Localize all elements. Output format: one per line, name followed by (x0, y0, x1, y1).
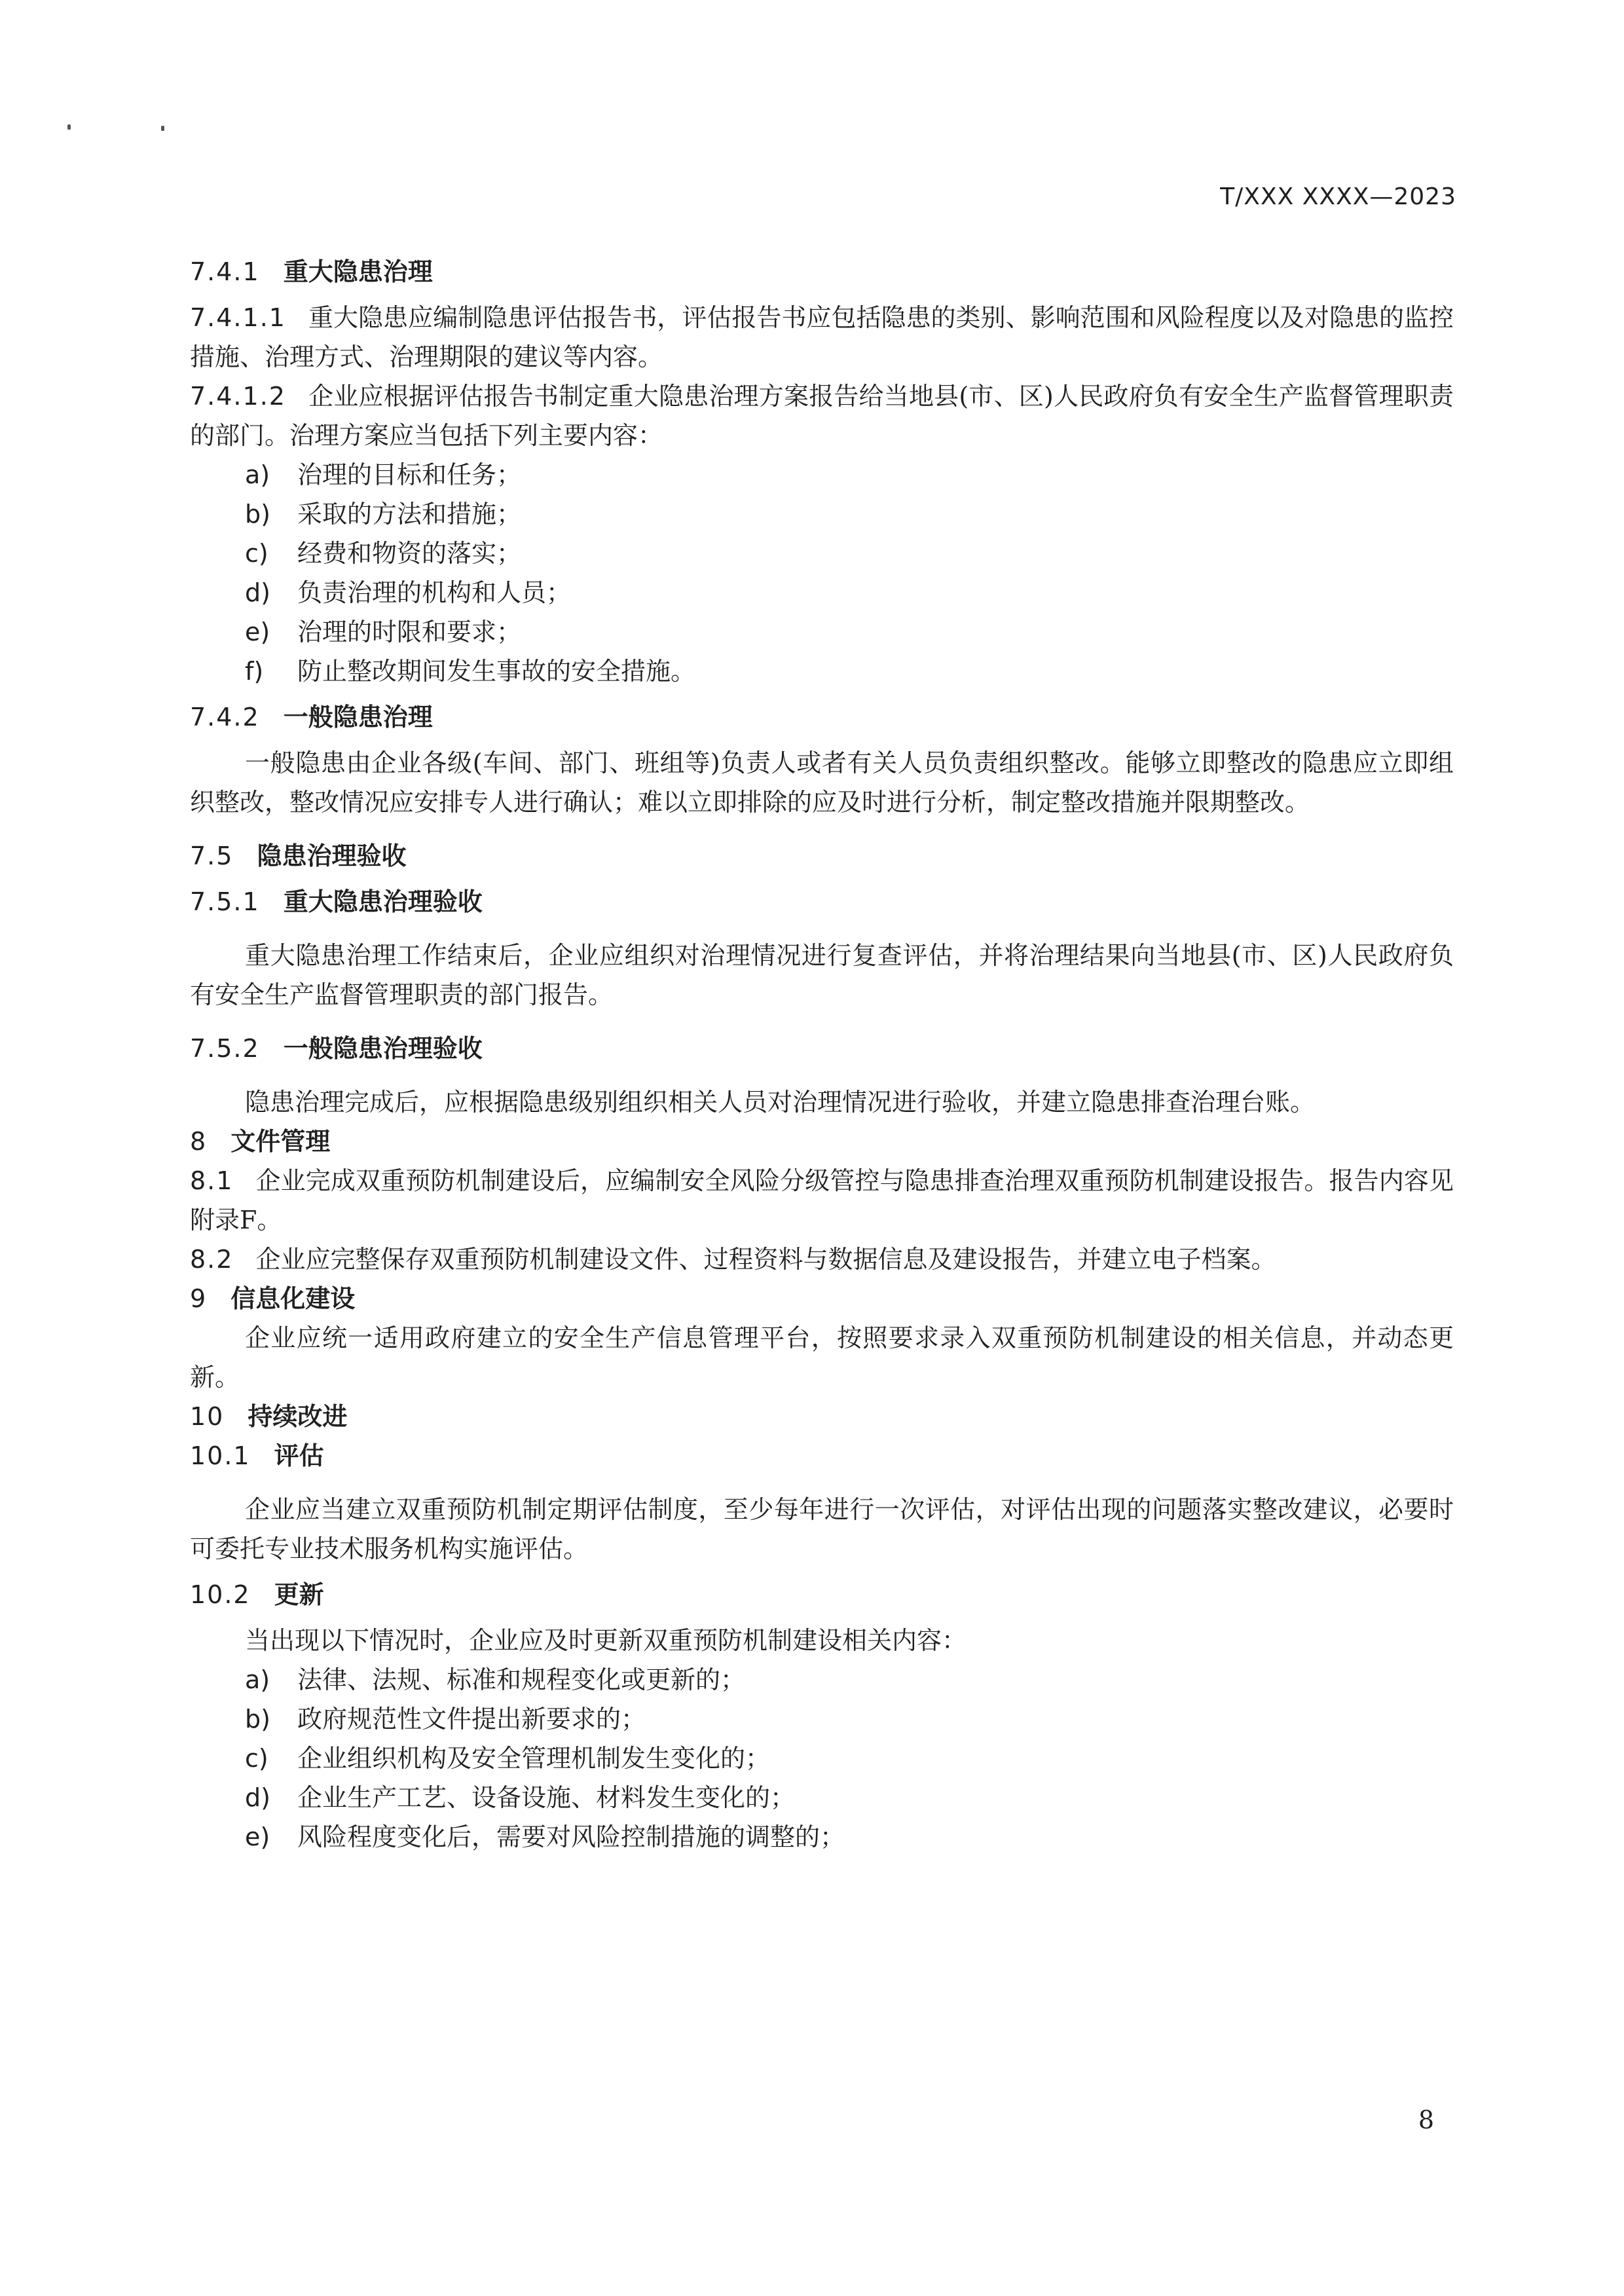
scan-speck (161, 126, 164, 131)
list-item: d) 企业生产工艺、设备设施、材料发生变化的； (245, 1783, 796, 1812)
heading-7-4-1: 7.4.1 重大隐患治理 (190, 257, 433, 286)
paragraph-10-2: 当出现以下情况时，企业应及时更新双重预防机制建设相关内容： (245, 1626, 967, 1655)
list-item: a) 治理的目标和任务； (245, 460, 522, 489)
heading-10-1: 10.1 评估 (190, 1441, 324, 1470)
heading-10-2: 10.2 更新 (190, 1580, 324, 1609)
list-item: d) 负责治理的机构和人员； (245, 578, 572, 607)
heading-7-5-2: 7.5.2 一般隐患治理验收 (190, 1034, 483, 1063)
heading-10: 10 持续改进 (190, 1402, 348, 1431)
paragraph-7-5-1: 重大隐患治理工作结束后，企业应组织对治理情况进行复查评估，并将治理结果向当地县(市、区)人民政府负有安全生产监督管理职责的部门报告。 (190, 941, 1454, 1009)
paragraph-7-5-2: 隐患治理完成后，应根据隐患级别组织相关人员对治理情况进行验收，并建立隐患排查治理台账。 (245, 1088, 1316, 1117)
list-item: e) 治理的时限和要求； (245, 618, 522, 646)
list-item: b) 政府规范性文件提出新要求的； (245, 1705, 646, 1733)
list-item: b) 采取的方法和措施； (245, 500, 522, 528)
paragraph-7-4-2: 一般隐患由企业各级(车间、部门、班组等)负责人或者有关人员负责组织整改。能够立即整改的隐患应立即组织整改，整改情况应安排专人进行确认；难以立即排除的应及时进行分析，制定整改措施并限期整改。 (190, 749, 1454, 817)
list-item: e) 风险程度变化后，需要对风险控制措施的调整的； (245, 1823, 845, 1851)
clause-7-4-1-2: 7.4.1.2 企业应根据评估报告书制定重大隐患治理方案报告给当地县(市、区)人民政府负有安全生产监督管理职责的部门。治理方案应当包括下列主要内容： (190, 382, 1454, 450)
paragraph-9: 企业应统一适用政府建立的安全生产信息管理平台，按照要求录入双重预防机制建设的相关信息，并动态更新。 (190, 1324, 1454, 1392)
list-update-conditions (190, 1660, 1454, 1857)
list-item: a) 法律、法规、标准和规程变化或更新的； (245, 1665, 746, 1694)
paragraph-10-1: 企业应当建立双重预防机制定期评估制度，至少每年进行一次评估，对评估出现的问题落实整改建议，必要时可委托专业技术服务机构实施评估。 (190, 1495, 1454, 1563)
heading-8: 8 文件管理 (190, 1127, 331, 1156)
heading-7-4-2: 7.4.2 一般隐患治理 (190, 703, 433, 731)
heading-9: 9 信息化建设 (190, 1284, 356, 1313)
heading-7-5-1: 7.5.1 重大隐患治理验收 (190, 887, 483, 916)
clause-8-1: 8.1 企业完成双重预防机制建设后，应编制安全风险分级管控与隐患排查治理双重预防机制建设报告。报告内容见附录F。 (190, 1166, 1454, 1234)
page-number: 8 (1418, 2105, 1434, 2134)
document-body (190, 252, 1454, 1857)
scan-speck (67, 124, 71, 130)
list-item: f) 防止整改期间发生事故的安全措施。 (245, 657, 696, 686)
clause-7-4-1-1: 7.4.1.1 重大隐患应编制隐患评估报告书，评估报告书应包括隐患的类别、影响范围和风险程度以及对隐患的监控措施、治理方式、治理期限的建议等内容。 (190, 303, 1454, 371)
list-item: c) 经费和物资的落实； (245, 539, 522, 568)
list-governance-contents (190, 455, 1454, 691)
document-code: T/XXX XXXX—2023 (1220, 183, 1456, 210)
list-item: c) 企业组织机构及安全管理机制发生变化的； (245, 1744, 771, 1773)
clause-8-2: 8.2 企业应完整保存双重预防机制建设文件、过程资料与数据信息及建设报告，并建立电子档案。 (190, 1245, 1276, 1274)
heading-7-5: 7.5 隐患治理验收 (190, 842, 407, 870)
